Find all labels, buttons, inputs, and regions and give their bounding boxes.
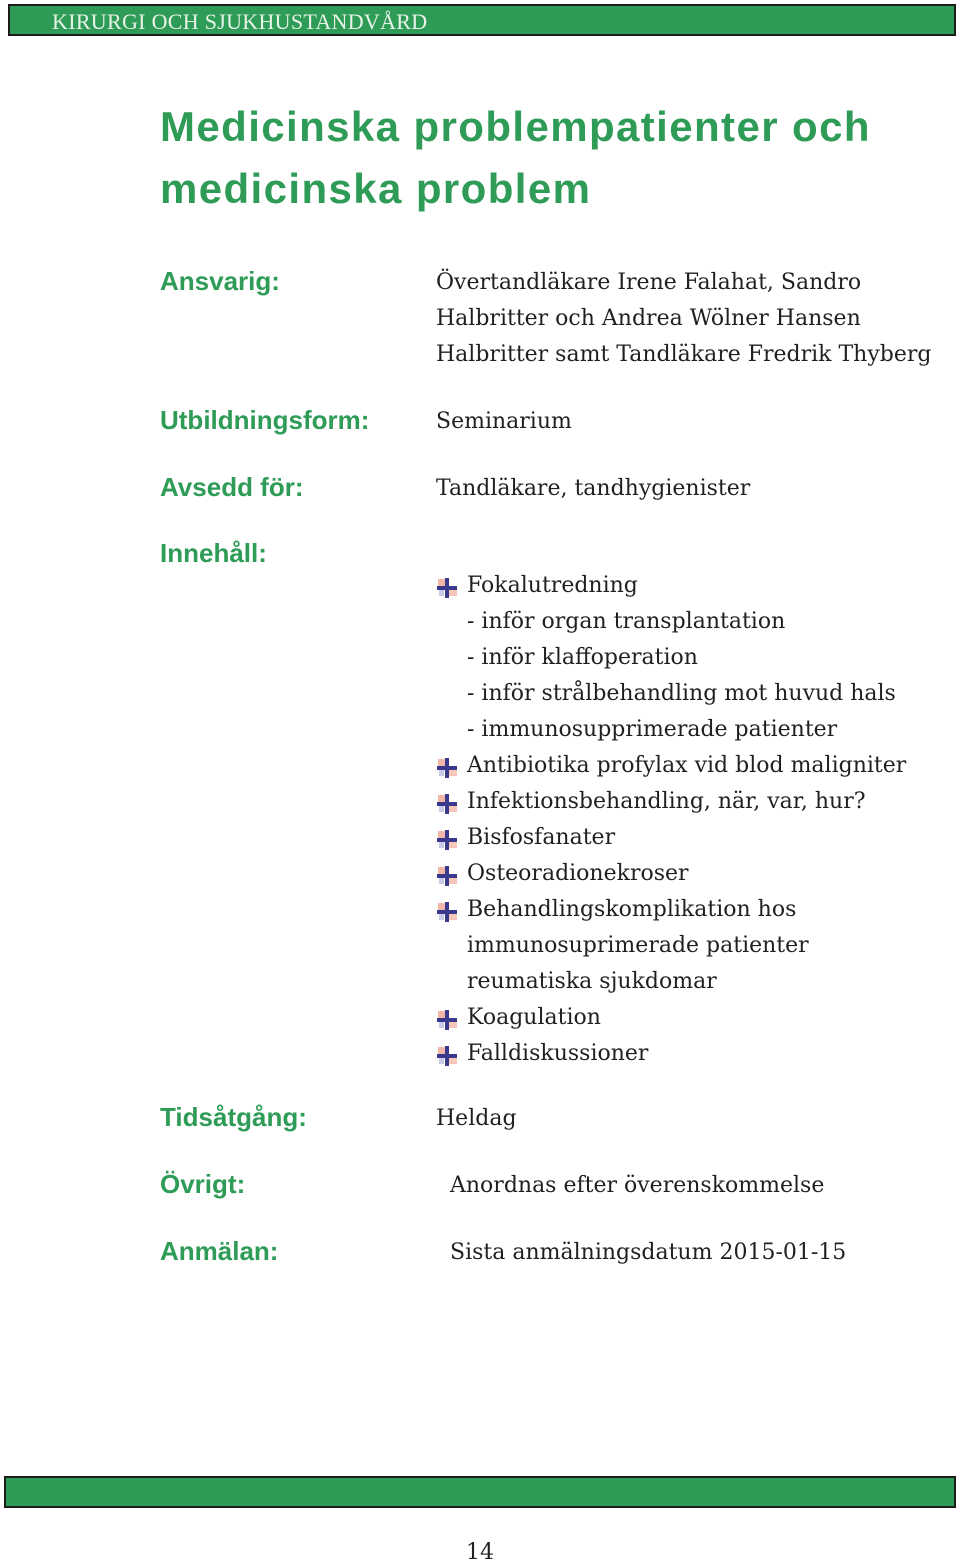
- header-bar: [8, 4, 956, 36]
- ansvarig-line-3: Halbritter samt Tandläkare Fredrik Thyberg: [436, 342, 932, 367]
- bullet-icon: [436, 1043, 458, 1065]
- footer-bar: [4, 1476, 956, 1508]
- bullet-icon: [436, 1007, 458, 1029]
- ovrigt-label: Övrigt:: [160, 1169, 246, 1199]
- page-title-line-2: medicinska problem: [160, 165, 592, 212]
- list-item: [436, 892, 936, 1000]
- page-title-line-1: Medicinska problempatienter och: [160, 103, 871, 150]
- bullet-icon: [436, 863, 458, 885]
- list-item-text: Behandlingskomplikation hos immunosuprimerade patienter reumatiska sjukdomar: [467, 897, 809, 994]
- list-item-text: Infektionsbehandling, när, var, hur?: [467, 789, 866, 814]
- ovrigt-value: Anordnas efter överenskommelse: [450, 1173, 825, 1198]
- header-title: KIRURGI OCH SJUKHUSTANDVÅRD: [52, 9, 428, 34]
- list-item-text: Antibiotika profylax vid blod maligniter: [467, 753, 907, 778]
- ansvarig-line-2: Halbritter och Andrea Wölner Hansen: [436, 306, 861, 331]
- list-item: [436, 1000, 936, 1036]
- list-item-text: Koagulation: [467, 1005, 601, 1030]
- avsedd-value: Tandläkare, tandhygienister: [436, 476, 751, 501]
- list-item-text: Fokalutredning: [467, 573, 638, 598]
- list-subitem: - inför organ transplantation: [467, 609, 786, 634]
- bullet-icon: [436, 755, 458, 777]
- tidsatgang-value: Heldag: [436, 1106, 517, 1131]
- list-item: [436, 1036, 936, 1072]
- page-number: 14: [466, 1540, 494, 1565]
- list-subitem: - inför klaffoperation: [467, 645, 698, 670]
- bullet-icon: [436, 575, 458, 597]
- utbildningsform-value: Seminarium: [436, 409, 572, 434]
- list-item: [436, 748, 936, 784]
- bullet-icon: [436, 791, 458, 813]
- anmalan-value: Sista anmälningsdatum 2015-01-15: [450, 1240, 847, 1265]
- bullet-icon: [436, 899, 458, 921]
- tidsatgang-label: Tidsåtgång:: [160, 1102, 307, 1132]
- ansvarig-value: [436, 265, 931, 373]
- bullet-icon: [436, 827, 458, 849]
- list-item: [436, 856, 936, 892]
- ansvarig-line-1: Övertandläkare Irene Falahat, Sandro: [436, 270, 862, 295]
- content-list: [436, 568, 936, 1072]
- anmalan-label: Anmälan:: [160, 1236, 279, 1266]
- list-item: [436, 820, 936, 856]
- avsedd-label: Avsedd för:: [160, 472, 304, 502]
- list-item-text: Falldiskussioner: [467, 1041, 649, 1066]
- list-item-text: Bisfosfanater: [467, 825, 616, 850]
- list-subitem: - inför strålbehandling mot huvud hals: [467, 681, 896, 706]
- innehall-label: Innehåll:: [160, 538, 267, 568]
- list-item: [436, 568, 936, 604]
- utbildningsform-label: Utbildningsform:: [160, 405, 370, 435]
- page-title: [160, 96, 960, 220]
- list-item-text: Osteoradionekroser: [467, 861, 689, 886]
- ansvarig-label: Ansvarig:: [160, 266, 280, 296]
- list-subitem: - immunosupprimerade patienter: [467, 717, 838, 742]
- list-item: [436, 784, 936, 820]
